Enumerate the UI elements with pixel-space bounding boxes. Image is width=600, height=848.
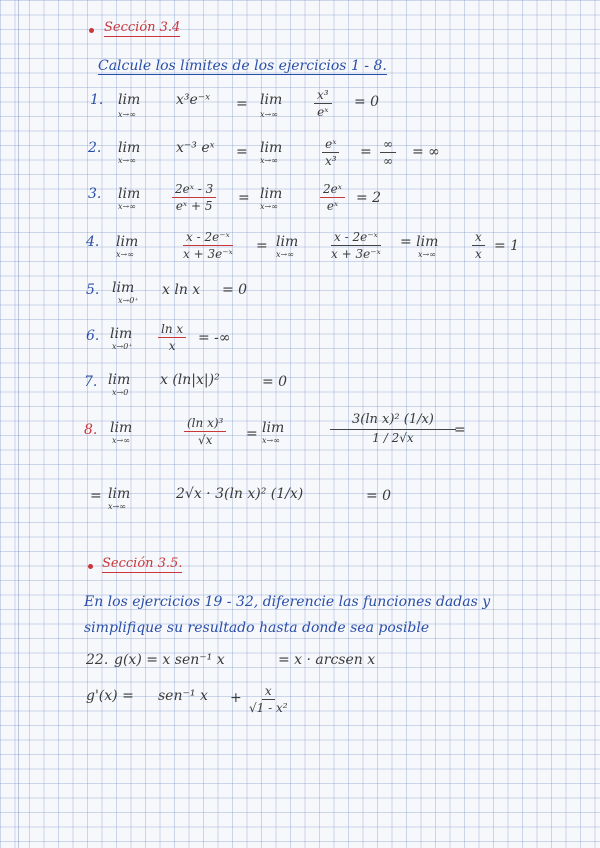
exercise-number: 8. (84, 422, 98, 438)
fraction (380, 137, 396, 168)
denominator: x (475, 247, 482, 261)
numerator: ∞ (380, 137, 396, 153)
result: = (454, 422, 466, 438)
limit-expression: x ln x (162, 282, 201, 298)
equals-sign: = (256, 238, 268, 254)
limit-operator: lim (260, 186, 283, 202)
derivative-lhs: g'(x) = (86, 688, 134, 704)
fraction (246, 684, 291, 715)
denominator: eˣ + 5 (175, 199, 213, 213)
result: = 0 (262, 374, 288, 390)
denominator: √1 - x² (249, 701, 288, 715)
equals-sign: = (246, 426, 258, 442)
fraction (330, 412, 456, 445)
limit-operator: lim (108, 372, 131, 388)
limit-operator: lim (108, 486, 131, 502)
exercise-number: 3. (88, 186, 102, 202)
numerator: 2eˣ - 3 (172, 182, 216, 198)
result: = 2 (356, 190, 382, 206)
limit-operator: lim (110, 326, 133, 342)
limit-subscript: x→∞ (262, 436, 280, 445)
numerator: ln x (158, 322, 186, 338)
limit-subscript: x→∞ (260, 202, 278, 211)
limit-operator: = lim (400, 234, 439, 250)
function-definition: g(x) = x sen⁻¹ x (114, 652, 225, 668)
fraction (172, 182, 216, 213)
limit-subscript: x→∞ (112, 436, 130, 445)
exercise-number: 1. (90, 92, 104, 108)
bullet-icon (89, 28, 94, 33)
result: = 0 (354, 94, 380, 110)
limit-subscript: x→∞ (118, 156, 136, 165)
denominator: x + 3e⁻ˣ (331, 247, 381, 261)
section-35-heading: Sección 3.5. (102, 556, 183, 571)
fraction (320, 182, 345, 213)
section-35-instruction-line2: simplifique su resultado hasta donde sea posible (84, 620, 430, 636)
denominator: x + 3e⁻ˣ (183, 247, 233, 261)
limit-operator: lim (118, 186, 141, 202)
fraction (322, 137, 340, 168)
bullet-icon (88, 564, 93, 569)
denominator: 1 / 2√x (372, 431, 414, 445)
plus-sign: + (230, 690, 242, 706)
fraction (328, 230, 384, 261)
limit-subscript: x→0⁺ (118, 296, 139, 305)
exercise-number: 6. (86, 328, 100, 344)
numerator: x³ (314, 88, 332, 104)
numerator: 3(ln x)² (1/x) (330, 412, 456, 430)
limit-expression: x³e⁻ˣ (176, 92, 211, 108)
denominator: x (168, 339, 176, 353)
limit-subscript: x→∞ (118, 202, 136, 211)
result: = 1 (494, 238, 520, 254)
numerator: x (262, 684, 275, 700)
limit-operator: lim (260, 92, 283, 108)
exercise-number: 2. (88, 140, 102, 156)
limit-expression: x⁻³ eˣ (176, 140, 215, 156)
section-34-instruction: Calcule los límites de los ejercicios 1 - 8. (98, 58, 387, 74)
limit-operator: lim (112, 280, 135, 296)
fraction (184, 416, 226, 447)
equals-sign: = (90, 488, 102, 504)
function-equivalent: = x · arcsen x (278, 652, 376, 668)
numerator: 2eˣ (320, 182, 345, 198)
fraction (314, 88, 332, 119)
limit-subscript: x→∞ (118, 110, 136, 119)
limit-operator: lim (276, 234, 299, 250)
numerator: x (472, 230, 485, 246)
result: = 0 (366, 488, 392, 504)
limit-subscript: x→∞ (418, 250, 436, 259)
exercise-number: 22. (86, 652, 109, 668)
result: = 0 (222, 282, 248, 298)
limit-operator: lim (110, 420, 133, 436)
limit-subscript: x→0⁺ (112, 342, 133, 351)
result: = -∞ (198, 330, 231, 346)
numerator: x - 2e⁻ˣ (183, 230, 233, 246)
numerator: x - 2e⁻ˣ (331, 230, 381, 246)
limit-operator: lim (116, 234, 139, 250)
numerator: (ln x)³ (184, 416, 226, 432)
fraction (158, 322, 186, 353)
margin-line (18, 0, 19, 848)
limit-operator: lim (262, 420, 285, 436)
limit-operator: lim (118, 92, 141, 108)
numerator: eˣ (322, 137, 339, 153)
equals-sign: = (360, 144, 372, 160)
section-35-instruction-line1: En los ejercicios 19 - 32, diferencie las funciones dadas y (84, 594, 491, 610)
limit-subscript: x→∞ (108, 502, 126, 511)
denominator: √x (197, 433, 213, 447)
limit-subscript: x→0 (112, 388, 129, 397)
equals-sign: = (236, 96, 248, 112)
denominator: ∞ (383, 154, 393, 168)
limit-expression: 2√x · 3(ln x)² (1/x) (176, 486, 304, 502)
equals-sign: = (236, 144, 248, 160)
fraction (472, 230, 485, 261)
limit-operator: lim (260, 140, 283, 156)
section-34-heading: Sección 3.4 (104, 20, 181, 35)
limit-operator: lim (118, 140, 141, 156)
limit-subscript: x→∞ (276, 250, 294, 259)
denominator: x³ (325, 154, 337, 168)
equals-sign: = (238, 190, 250, 206)
denominator: eˣ (317, 105, 329, 119)
limit-subscript: x→∞ (260, 110, 278, 119)
derivative-term: sen⁻¹ x (158, 688, 208, 704)
exercise-number: 4. (86, 234, 100, 250)
result: = ∞ (412, 144, 440, 160)
exercise-number: 7. (84, 374, 98, 390)
denominator: eˣ (326, 199, 339, 213)
limit-subscript: x→∞ (260, 156, 278, 165)
fraction (180, 230, 236, 261)
limit-subscript: x→∞ (116, 250, 134, 259)
limit-expression: x (ln|x|)² (160, 372, 220, 388)
exercise-number: 5. (86, 282, 100, 298)
